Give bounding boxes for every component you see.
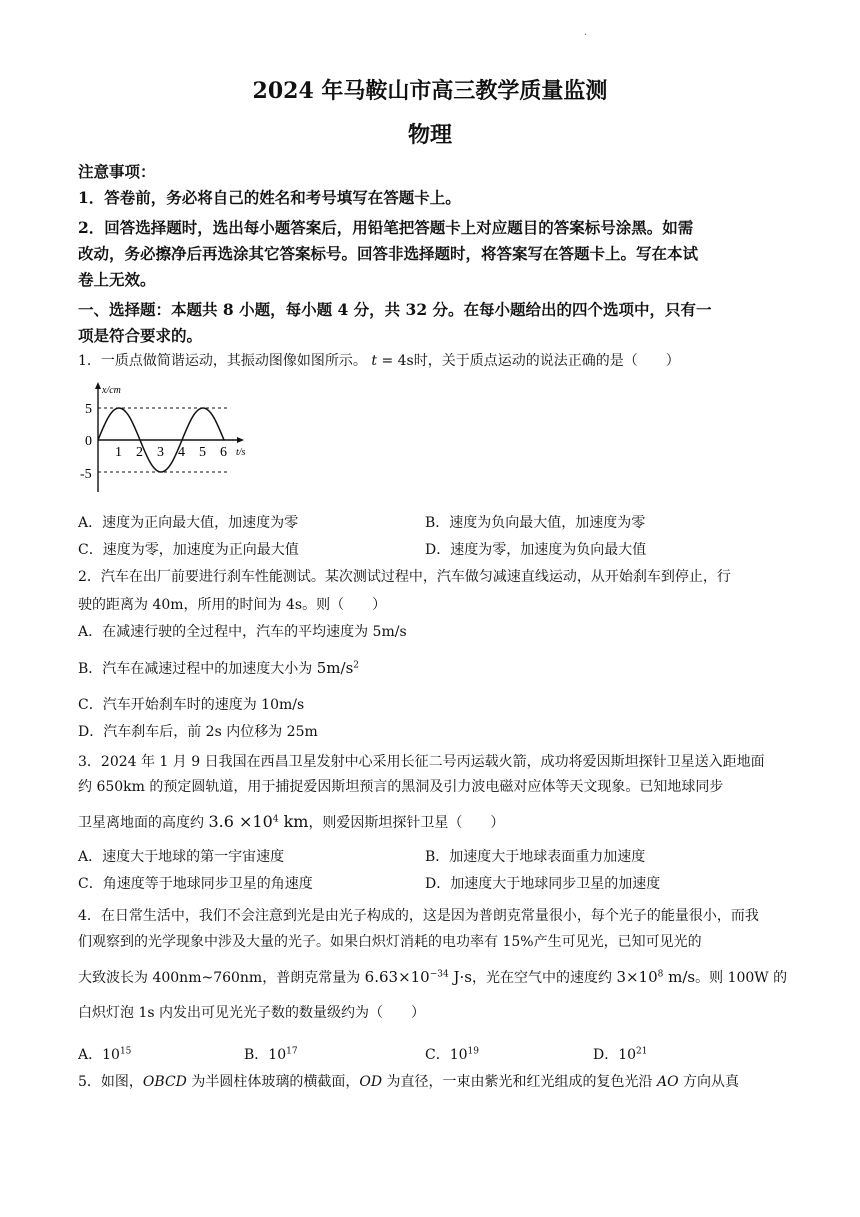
question-3-option-a: A．速度大于地球的第一宇宙速度: [78, 849, 285, 865]
question-5-stem-line-1: 5．如图，OBCD 为半圆柱体玻璃的横截面，OD 为直径，一束由紫光和红光组成的复色光沿 AO 方向从真: [78, 1074, 739, 1090]
question-3-option-c: C．角速度等于地球同步卫星的角速度: [78, 876, 313, 892]
y-axis-arrow: [95, 382, 101, 389]
question-2-option-a: A．在减速行驶的全过程中，汽车的平均速度为 5m/s: [78, 624, 407, 640]
page-mark: ·: [584, 30, 588, 41]
x-axis-arrow: [237, 437, 244, 443]
question-2-option-b: B．汽车在减速过程中的加速度大小为 $5m/s^2$: [78, 659, 360, 677]
question-3-option-b: B．加速度大于地球表面重力加速度: [425, 849, 646, 865]
y-tick-0: 0: [85, 434, 92, 449]
question-3-stem-line-1: 3．2024 年 1 月 9 日我国在西昌卫星发射中心采用长征二号丙运载火箭，成功将爱因斯坦探针卫星送入距地面: [78, 754, 765, 770]
notice-heading: 注意事项：: [78, 162, 156, 181]
x-tick-5: 5: [199, 445, 206, 460]
x-tick-4: 4: [178, 445, 185, 460]
y-tick-5: 5: [85, 402, 92, 417]
y-tick-neg5: -5: [80, 467, 92, 482]
exam-title: 2024 年马鞍山市高三教学质量监测: [252, 78, 608, 104]
question-2-option-d: D．汽车刹车后，前 2s 内位移为 25m: [78, 724, 318, 740]
subject-title: 物理: [407, 122, 452, 148]
question-4-stem-line-3: 大致波长为 400nm~760nm，普朗克常量为 $6.63\times 10^{-34}$ J·s，光在空气中的速度约 $3\times 10^8$ m/s。则 100W 的: [78, 968, 788, 986]
vibration-graph: [78, 380, 258, 495]
notice-item-2-line-3: 卷上无效。: [78, 270, 156, 289]
x-tick-3: 3: [157, 445, 164, 460]
section-heading-line-2: 项是符合要求的。: [78, 326, 203, 345]
question-4-option-c: C．$10^{19}$: [425, 1046, 479, 1063]
question-3-option-d: D．加速度大于地球同步卫星的加速度: [425, 876, 661, 892]
question-2-stem-line-2: 驶的距离为 40m，所用的时间为 4s。则（ ）: [78, 597, 387, 613]
question-2-option-c: C．汽车开始刹车时的速度为 10m/s: [78, 697, 305, 713]
question-3-stem-line-3: 卫星离地面的高度约 $3.6 \times 10^4$ km，则爱因斯坦探针卫星（ ）: [78, 812, 505, 831]
question-2-stem-line-1: 2．汽车在出厂前要进行刹车性能测试。某次测试过程中，汽车做匀减速直线运动，从开始刹车到停止，行: [78, 569, 731, 585]
x-tick-1: 1: [115, 445, 122, 460]
x-tick-6: 6: [220, 445, 227, 460]
question-1-option-c: C．速度为零，加速度为正向最大值: [78, 542, 299, 558]
question-1-stem: 1．一质点做简谐运动，其振动图像如图所示。 t = 4s时，关于质点运动的说法正确的是（ ）: [78, 353, 680, 369]
question-4-stem-line-4: 白炽灯泡 1s 内发出可见光光子数的数量级约为（ ）: [78, 1005, 425, 1021]
question-4-stem-line-2: 们观察到的光学现象中涉及大量的光子。如果白炽灯消耗的电功率有 15%产生可见光，已知可见光的: [78, 934, 702, 950]
question-4-option-b: B．$10^{17}$: [244, 1046, 298, 1063]
question-4-option-a: A．$10^{15}$: [78, 1046, 132, 1063]
question-3-stem-line-2: 约 650km 的预定圆轨道，用于捕捉爱因斯坦预言的黑洞及引力波电磁对应体等天文现象。已知地球同步: [78, 779, 724, 795]
notice-item-1: 1．答卷前，务必将自己的姓名和考号填写在答题卡上。: [78, 188, 461, 207]
question-1-option-b: B．速度为负向最大值，加速度为零: [425, 515, 646, 531]
x-tick-2: 2: [136, 445, 143, 460]
question-4-stem-line-1: 4．在日常生活中，我们不会注意到光是由光子构成的，这是因为普朗克常量很小，每个光子的能量很小，而我: [78, 908, 759, 924]
section-heading-line-1: 一、选择题：本题共 8 小题，每小题 4 分，共 32 分。在每小题给出的四个选项中，只有一: [78, 300, 712, 319]
y-axis-label: x/cm: [102, 385, 121, 396]
question-1-option-a: A．速度为正向最大值，加速度为零: [78, 515, 299, 531]
question-4-option-d: D．$10^{21}$: [593, 1046, 648, 1063]
x-axis-label: t/s: [236, 447, 246, 458]
notice-item-2-line-1: 2．回答选择题时，选出每小题答案后，用铅笔把答题卡上对应题目的答案标号涂黑。如需: [78, 218, 694, 237]
question-1-option-d: D．速度为零，加速度为负向最大值: [425, 542, 647, 558]
notice-item-2-line-2: 改动，务必擦净后再选涂其它答案标号。回答非选择题时，将答案写在答题卡上。写在本试: [78, 244, 699, 263]
